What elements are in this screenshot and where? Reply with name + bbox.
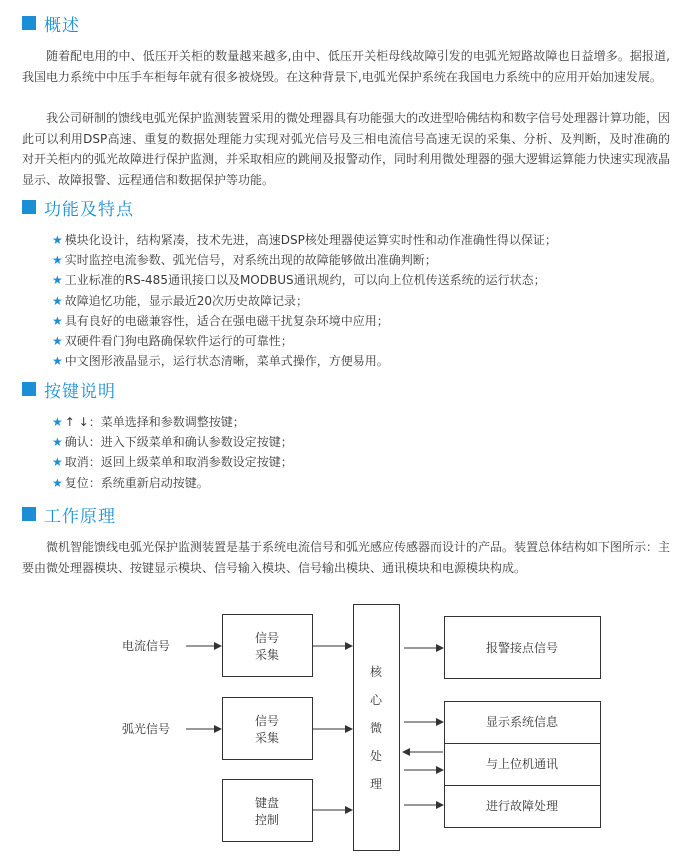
list-item-text: 工业标准的RS-485通讯接口以及MODBUS通讯规约，可以向上位机传送系统的运行状态；	[64, 273, 546, 288]
list-item-text: 取消：返回上级菜单和取消参数设定按键；	[64, 455, 293, 470]
star-icon: ★	[52, 435, 63, 450]
star-icon: ★	[52, 293, 63, 308]
list-item-text: 中文图形液晶显示，运行状态清晰，菜单式操作，方便易用。	[64, 354, 389, 369]
star-icon: ★	[52, 475, 63, 490]
list-item-text: 确认：进入下级菜单和确认参数设定按键；	[64, 435, 293, 450]
host-comm-label: 与上位机通讯	[485, 757, 559, 771]
list-item-text: 模块化设计，结构紧凑，技术先进，高速DSP核处理器使运算实时性和动作准确性得以保证；	[64, 233, 557, 247]
core-label-char: 心	[369, 693, 383, 707]
section-title: 功能及特点	[44, 199, 134, 220]
signal-acquisition-box-1	[223, 615, 313, 677]
acq2-label-line2: 采集	[254, 731, 280, 745]
core-label-char: 处	[369, 749, 383, 763]
core-label-char: 核	[369, 665, 383, 679]
list-item-text: 复位：系统重新启动按键。	[64, 475, 209, 490]
principle-paragraph: 微机智能馈线电弧光保护监测装置是基于系统电流信号和弧光感应传感器而设计的产品。装置总体结构如下图所示：主要由微处理器模块、按键显示模块、信号输入模块、信号输出模块、通讯模块和电源模块构成。	[22, 540, 671, 575]
arc-signal-label: 弧光信号	[121, 722, 171, 736]
keyboard-label-line1: 键盘	[254, 796, 280, 810]
section-title: 概述	[44, 15, 80, 36]
list-item-text: 实时监控电流参数、弧光信号，对系统出现的故障能够做出准确判断；	[64, 253, 437, 268]
list-item-text: 具有良好的电磁兼容性，适合在强电磁干扰复杂环境中应用；	[64, 313, 389, 328]
star-icon: ★	[52, 313, 63, 328]
list-item-text: ↑ ↓：菜单选择和参数调整按键；	[64, 415, 245, 429]
star-icon: ★	[52, 233, 63, 247]
core-label-char: 微	[369, 721, 383, 735]
fault-handling-label: 进行故障处理	[485, 799, 559, 813]
list-item-text: 双硬件看门狗电路确保软件运行的可靠性；	[64, 333, 293, 348]
star-icon: ★	[52, 415, 63, 429]
star-icon: ★	[52, 253, 63, 268]
star-icon: ★	[52, 354, 63, 369]
overview-paragraph-1: 随着配电用的中、低压开关柜的数量越来越多,由中、低压开关柜母线故障引发的电弧光短路故障也日益增多。据报道,我国电力系统中中压手车柜每年就有很多被烧毁。在这种背景下,电弧光保护系统在我国电力系统中的应用开始加速发展。	[22, 49, 670, 84]
star-icon: ★	[52, 455, 63, 470]
acq2-label-line1: 信号	[254, 714, 280, 728]
core-label-char: 理	[369, 777, 383, 791]
acq1-label-line1: 信号	[254, 631, 280, 645]
section-title: 工作原理	[44, 506, 116, 527]
acq1-label-line2: 采集	[254, 648, 280, 662]
keyboard-control-box	[223, 780, 313, 842]
star-icon: ★	[52, 333, 63, 348]
signal-acquisition-box-2	[223, 698, 313, 760]
display-info-label: 显示系统信息	[485, 715, 559, 729]
star-icon: ★	[52, 273, 63, 288]
alarm-output-label: 报警接点信号	[485, 641, 559, 655]
current-signal-label: 电流信号	[121, 639, 171, 653]
overview-paragraph-2: 我公司研制的馈线电弧光保护监测装置采用的微处理器具有功能强大的改进型哈佛结构和数字信号处理器计算功能，因此可以利用DSP高速、重复的数据处理能力实现对弧光信号及三相电流信号高速无误的采集、分析、及判断，及时准确的对开关柜内的弧光故障进行保护监测，并采取相应的跳闸及报警动作，同时利用微处理器的强大逻辑运算能力快速实现液晶显示、故障报警、远程通信和数据保护等功能。	[22, 111, 671, 187]
section-title: 按键说明	[44, 381, 116, 402]
list-item-text: 故障追忆功能，显示最近20次历史故障记录；	[64, 293, 309, 308]
keyboard-label-line2: 控制	[254, 813, 280, 827]
